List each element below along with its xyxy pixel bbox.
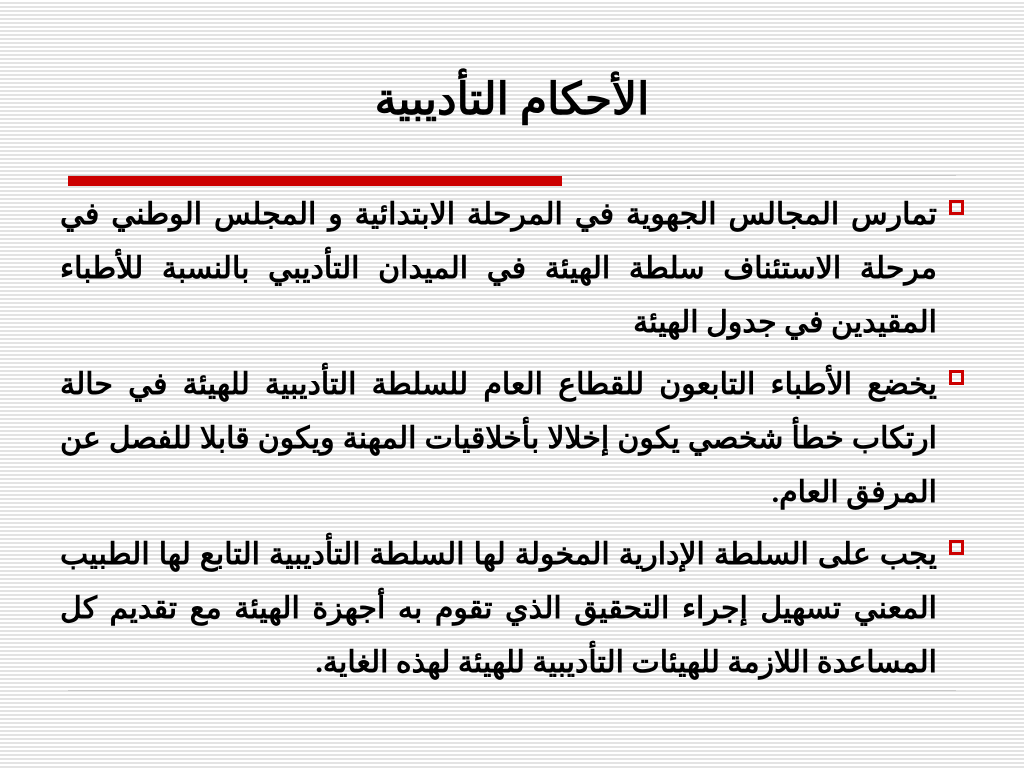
bullet-text: يخضع الأطباء التابعون للقطاع العام للسلطة التأديبية للهيئة في حالة ارتكاب خطأ شخصي يكون إخلالا بأخلاقيات المهنة ويكون قابلا للفصل عن المرفق العام. (60, 368, 937, 509)
bullet-item (60, 358, 964, 520)
square-bullet-icon (949, 540, 964, 555)
bullet-text: يجب على السلطة الإدارية المخولة لها السلطة التأديبية التابع لها الطبيب المعني تسهيل إجراء التحقيق الذي تقوم به أجهزة الهيئة مع تقديم كل المساعدة اللازمة للهيئات التأديبية للهيئة لهذه الغاية. (60, 538, 937, 679)
square-bullet-icon (949, 370, 964, 385)
square-bullet-icon (949, 200, 964, 215)
slide-title: الأحكام التأديبية (374, 75, 650, 124)
title-divider-accent (68, 176, 562, 186)
bullet-list (60, 188, 964, 698)
bullet-text: تمارس المجالس الجهوية في المرحلة الابتدائية و المجلس الوطني في مرحلة الاستئناف سلطة الهيئة في الميدان التأديبي بالنسبة للأطباء المقيدين في جدول الهيئة (60, 198, 937, 339)
bullet-item (60, 188, 964, 350)
footer-divider (68, 690, 956, 691)
bullet-item (60, 528, 964, 690)
